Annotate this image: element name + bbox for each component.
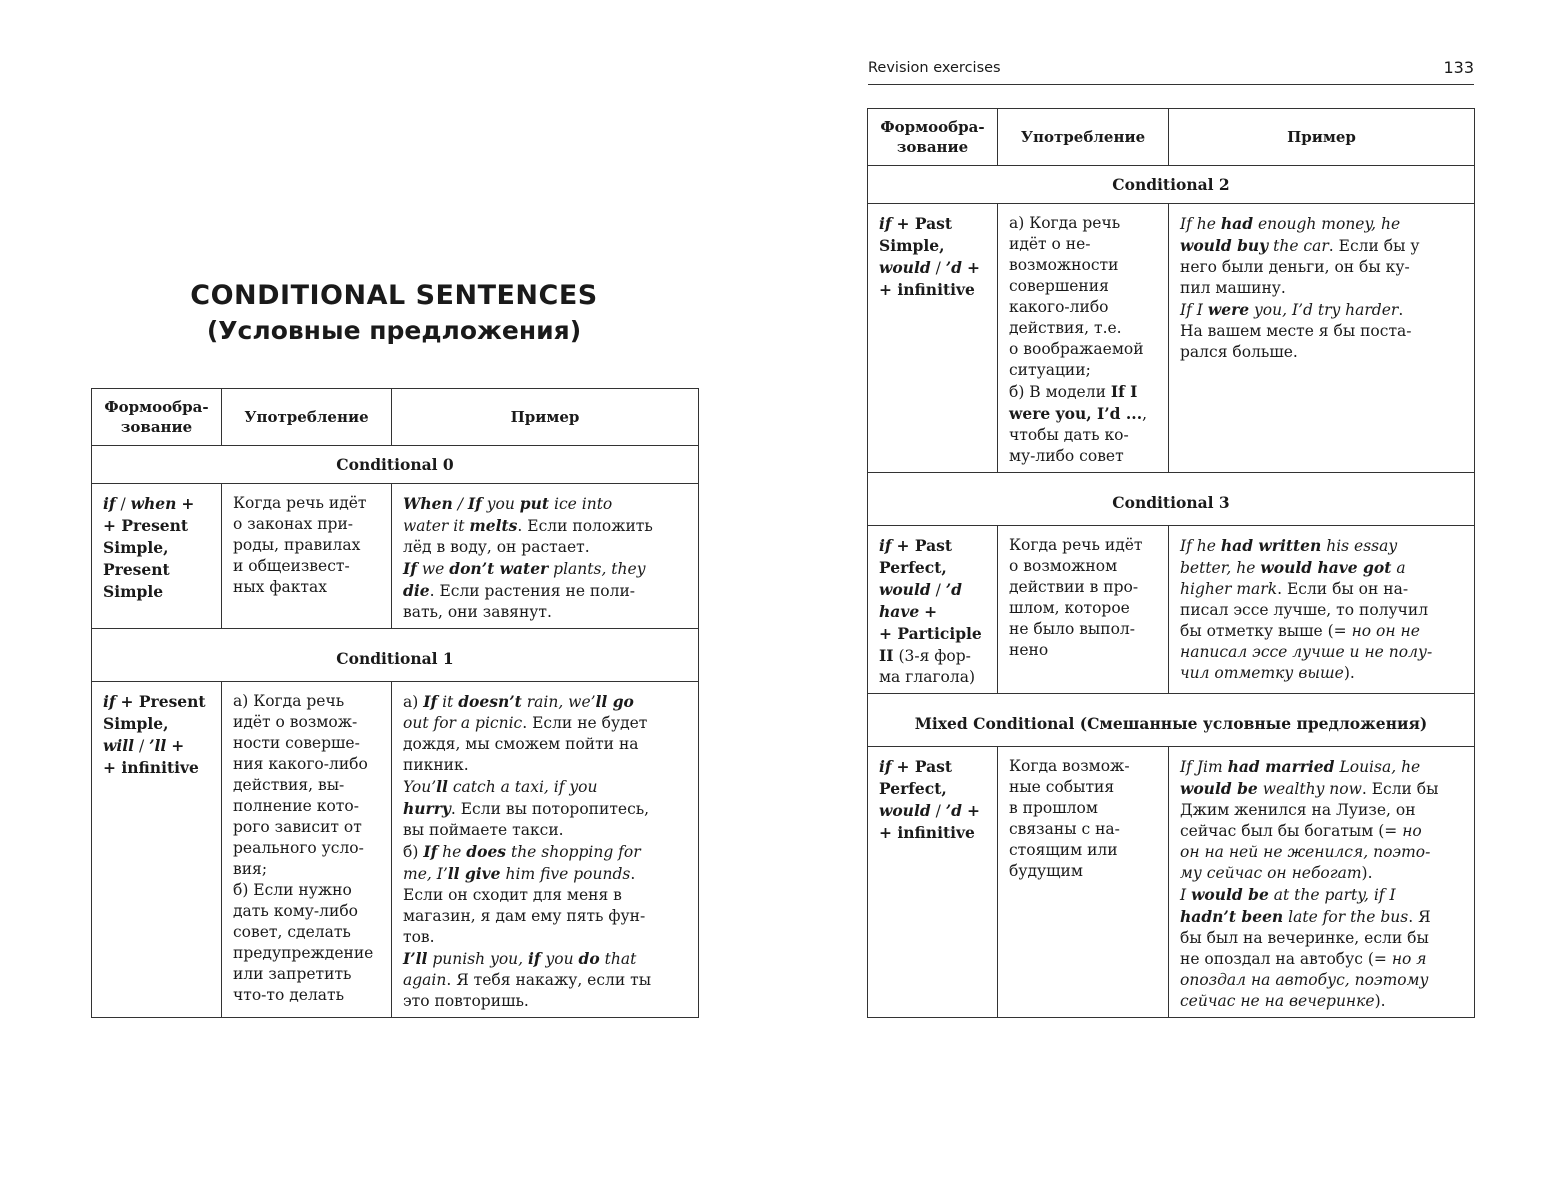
header-example: Пример bbox=[1169, 109, 1475, 166]
chapter-title-sub: (Условные предложения) bbox=[206, 316, 582, 345]
section-title: Conditional 1 bbox=[92, 629, 699, 682]
example-cell: If he had enough money, he would buy the car. Если бы у него были деньги, он бы ку- пил машину. If I were you, I’d try harder. На вашем месте я бы поста- рался больше. bbox=[1169, 204, 1475, 473]
usage-cell: а) Когда речь идёт о возмож- ности соверше- ния какого-либо действия, вы- полнение кото- рого зависит от реального усло- вия; б) Если нужно дать кому-либо совет, сделать предупреждение или запретить что-то делать bbox=[222, 682, 392, 1018]
section-row bbox=[868, 694, 1475, 747]
header-row bbox=[92, 389, 699, 446]
chapter-title bbox=[92, 278, 696, 348]
page-number: 133 bbox=[1443, 58, 1474, 77]
example-cell: When / If you put ice into water it melts. Если положить лёд в воду, он растает. If we don’t water plants, they die. Если растения не поли- вать, они завянут. bbox=[392, 484, 699, 629]
header-formation: Формообра- зование bbox=[868, 109, 998, 166]
section-row bbox=[92, 629, 699, 682]
conditionals-table-left bbox=[91, 388, 699, 1018]
usage-cell: Когда речь идёт о законах при- роды, правилах и общеизвест- ных фактах bbox=[222, 484, 392, 629]
formation-cell: if + Past Perfect, would / ’d have + + Participle II (3-я фор- ма глагола) bbox=[868, 526, 998, 694]
usage-cell: а) Когда речь идёт о не- возможности совершения какого-либо действия, т.е. о воображаемой ситуации; б) В модели If I were you, I’d ..., чтобы дать ко- му-либо совет bbox=[998, 204, 1169, 473]
running-head bbox=[868, 58, 1474, 85]
header-formation: Формообра- зование bbox=[92, 389, 222, 446]
section-row bbox=[92, 446, 699, 484]
section-title: Conditional 0 bbox=[92, 446, 699, 484]
usage-cell: Когда речь идёт о возможном действии в про- шлом, которое не было выпол- нено bbox=[998, 526, 1169, 694]
section-row bbox=[868, 166, 1475, 204]
chapter-title-main: CONDITIONAL SENTENCES bbox=[190, 280, 598, 311]
section-title: Conditional 3 bbox=[868, 473, 1475, 526]
header-usage: Употребление bbox=[998, 109, 1169, 166]
header-usage: Употребление bbox=[222, 389, 392, 446]
formation-cell: if / when + + Present Simple, Present Simple bbox=[92, 484, 222, 629]
example-cell: If Jim had married Louisa, he would be wealthy now. Если бы Джим женился на Луизе, он сейчас был бы богатым (= но он на ней не женился, поэто- му сейчас он небогат). I would be at the party, if I hadn’t been late for the bus. Я бы был на вечеринке, если бы не опоздал на автобус (= но я опоздал на автобус, поэтому сейчас не на вечеринке). bbox=[1169, 747, 1475, 1018]
table-row bbox=[868, 526, 1475, 694]
section-row bbox=[868, 473, 1475, 526]
table-row bbox=[92, 484, 699, 629]
section-title: Conditional 2 bbox=[868, 166, 1475, 204]
table-row bbox=[868, 204, 1475, 473]
section-title: Mixed Conditional (Смешанные условные предложения) bbox=[868, 694, 1475, 747]
formation-cell: if + Past Simple, would / ’d + + infinitive bbox=[868, 204, 998, 473]
header-row bbox=[868, 109, 1475, 166]
section-title: Revision exercises bbox=[868, 60, 1001, 76]
conditionals-table-right bbox=[867, 108, 1475, 1018]
table-row bbox=[92, 682, 699, 1018]
example-cell: а) If it doesn’t rain, we’ll go out for a picnic. Если не будет дождя, мы сможем пойти на пикник. You’ll catch a taxi, if you hurry. Если вы поторопитесь, вы поймаете такси. б) If he does the shopping for me, I’ll give him five pounds. Если он сходит для меня в магазин, я дам ему пять фун- тов. I’ll punish you, if you do that again. Я тебя накажу, если ты это повторишь. bbox=[392, 682, 699, 1018]
usage-cell: Когда возмож- ные события в прошлом связаны с на- стоящим или будущим bbox=[998, 747, 1169, 1018]
table-row bbox=[868, 747, 1475, 1018]
formation-cell: if + Present Simple, will / ’ll + + infinitive bbox=[92, 682, 222, 1018]
example-cell: If he had written his essay better, he would have got a higher mark. Если бы он на- писал эссе лучше, то получил бы отметку выше (= но он не написал эссе лучше и не полу- чил отметку выше). bbox=[1169, 526, 1475, 694]
formation-cell: if + Past Perfect, would / ’d + + infinitive bbox=[868, 747, 998, 1018]
header-example: Пример bbox=[392, 389, 699, 446]
